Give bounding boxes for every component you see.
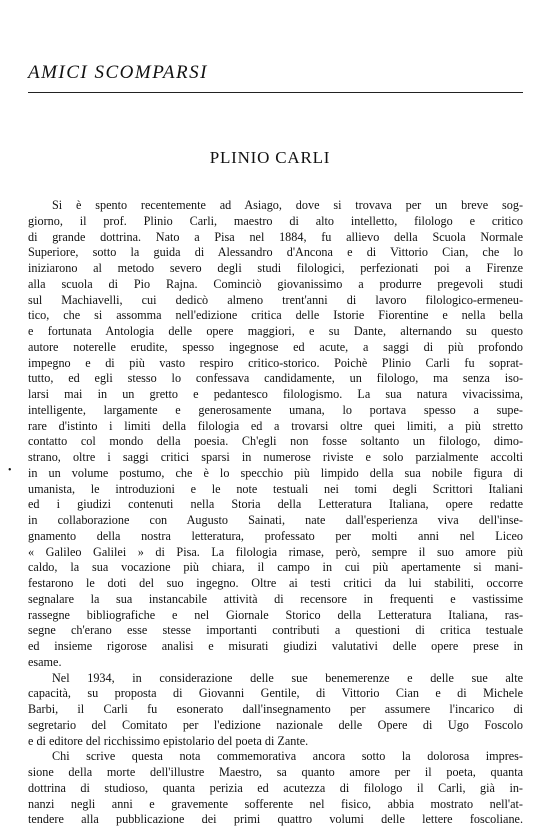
text-line: tico, che si assomma nell'edizione critica delle Istorie Fiorentine e nella bella	[28, 308, 523, 323]
text-line: Barbi, il Carli fu esonerato dall'insegnamento per assumere l'incarico di	[28, 702, 523, 716]
text-line: umanista, le introduzioni e le note testuali nei tomi degli Scrittori Italiani	[28, 481, 523, 496]
text-line: autore noterelle erudite, spesso ingegnose ed acute, a saggi di più profondo	[28, 339, 523, 354]
text-line: rare d'istinto i limiti della filologia ed a trovarsi oltre quei limiti, a più stretto	[28, 418, 523, 433]
article-title: PLINIO CARLI	[209, 148, 331, 167]
text-line: strano, oltre i saggi critici sparsi in numerose riviste e solo parzialmente accolti	[28, 450, 523, 464]
text-line: segne ch'erano esse stesse importanti contributi a questioni di critica testuale	[28, 623, 523, 638]
text-line: esame.	[28, 654, 62, 669]
text-line: sul Machiavelli, cui dedicò almeno trent'anni di lavoro filologico-ermeneu-	[28, 292, 523, 307]
text-line: e fortunata Antologia delle opere maggiori, e su Dante, alternando su questo	[28, 324, 523, 338]
text-line: dottrina di studioso, quanta perizia ed acutezza di filologo il Carli, già in-	[28, 780, 523, 795]
text-line: iniziarono al metodo severo degli studi filologici, perfezionati poi a Firenze	[28, 261, 523, 275]
text-line: e di editore del ricchissimo epistolario del poeta di Zante.	[28, 733, 309, 748]
text-line: ed i giudizi contenuti nella Storia della Letteratura Italiana, opere redatte	[28, 497, 523, 512]
text-line: tendere alla pubblicazione dei primi quattro volumi delle lettere foscoliane.	[28, 812, 523, 827]
paragraph	[28, 671, 523, 750]
section-divider	[28, 92, 523, 93]
text-line: caldo, la sua vocazione più chiara, il campo in cui più apertamente si mani-	[28, 560, 523, 575]
text-line: Si è spento recentemente ad Asiago, dove si trovava per un breve sog-	[52, 198, 523, 212]
text-line: Nel 1934, in considerazione delle sue benemerenze e delle sue alte	[52, 670, 523, 685]
text-line: impegno e di più vasto respiro critico-storico. Poichè Plinio Carli fu soprat-	[28, 355, 523, 370]
text-line: giorno, il prof. Plinio Carli, maestro di alto intelletto, filologo e critico	[28, 213, 523, 228]
text-line: sione della morte dell'illustre Maestro, sa quanto amore per il poeta, quanta	[28, 765, 523, 779]
section-title: AMICI SCOMPARSI	[28, 62, 208, 83]
text-line: alla scuola di Pio Rajna. Cominciò giovanissimo a produrre pregevoli studi	[28, 276, 523, 291]
margin-mark: •	[8, 465, 12, 476]
text-line: Chi scrive questa nota commemorativa ancora sotto la dolorosa impres-	[52, 749, 523, 764]
text-line: Superiore, sotto la guida di Alessandro d'Ancona e di Vittorio Cian, che lo	[28, 245, 523, 260]
text-line: gnamento della nostra letteratura, professato per molti anni nel Liceo	[28, 528, 523, 543]
paragraph	[28, 198, 523, 671]
text-line: larsi mai in un gretto e pedantesco filologismo. La sua natura vivacissima,	[28, 387, 523, 401]
text-line: capacità, su proposta di Giovanni Gentile, di Vittorio Cian e di Michele	[28, 686, 523, 701]
text-line: in collaborazione con Augusto Sainati, nate dall'esperienza viva dell'inse-	[28, 513, 523, 527]
text-line: di grande dottrina. Nato a Pisa nel 1884, fu allievo della Scuola Normale	[28, 229, 523, 244]
text-line: rassegne bibliografiche e nel Giornale Storico della Letteratura Italiana, ras-	[28, 607, 523, 622]
text-line: festarono le doti del suo ingegno. Oltre ai testi critici da lui stabiliti, occorre	[28, 576, 523, 590]
text-line: nanzi negli anni e gravemente sofferente nel fisico, abbia mostrato nell'at-	[28, 796, 523, 811]
text-line: segnalare la sua instancabile attività di recensore in frequenti e vastissime	[28, 591, 523, 606]
text-line: segretario del Comitato per l'edizione nazionale delle Opere di Ugo Foscolo	[28, 717, 523, 732]
text-line: tutto, ed egli stesso lo confessava candidamente, un filologo, ma senza iso-	[28, 371, 523, 386]
text-line: « Galileo Galilei » di Pisa. La filologia rimase, però, sempre il suo amore più	[28, 544, 523, 559]
text-line: in un volume postumo, che è lo specchio più limpido della sua nobile figura di	[28, 465, 523, 480]
text-line: contatto col mondo della poesia. Ch'egli non fosse soltanto un filologo, dimo-	[28, 434, 523, 449]
article-body	[28, 198, 523, 828]
text-line: ed insieme rigorose analisi e misurati giudizi valutativi delle opere prese in	[28, 639, 523, 653]
paragraph	[28, 749, 523, 828]
text-line: intelligente, largamente e generosamente umana, lo portava spesso a supe-	[28, 402, 523, 417]
